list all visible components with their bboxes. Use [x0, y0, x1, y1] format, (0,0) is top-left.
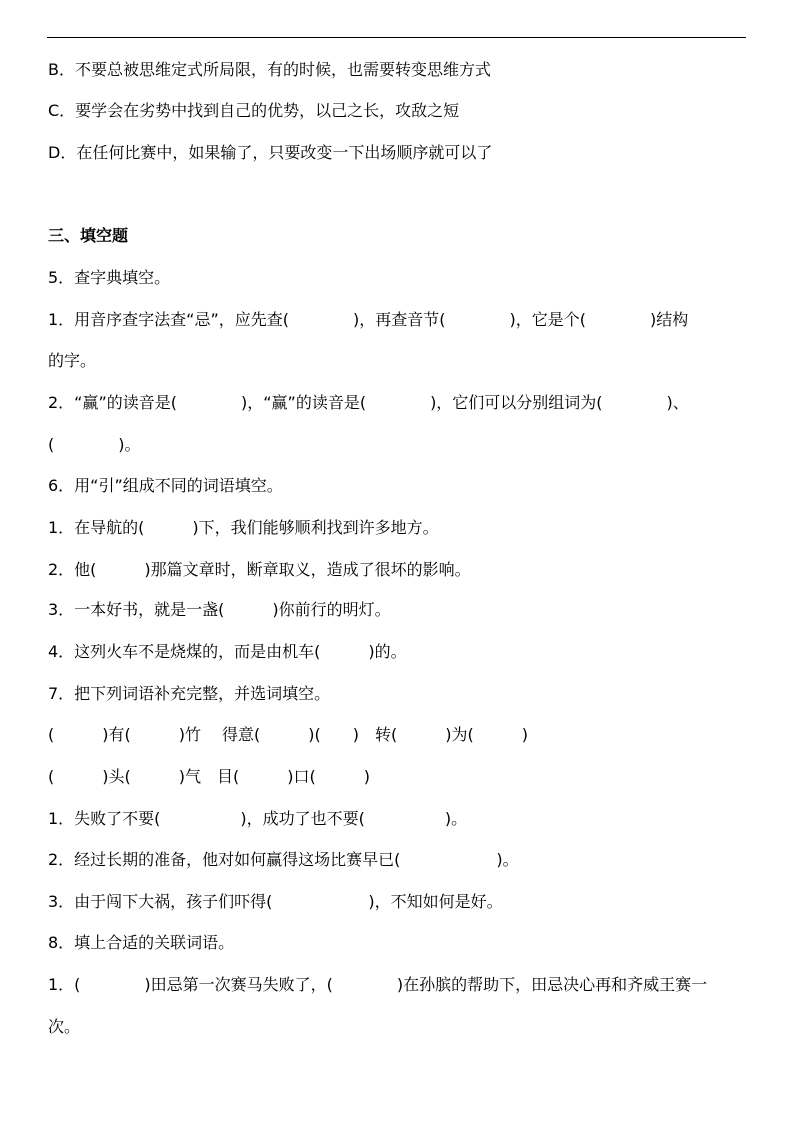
text-line: B．不要总被思维定式所局限，有的时候，也需要转变思维方式: [48, 60, 491, 79]
text-line: C．要学会在劣势中找到自己的优势，以己之长，攻敌之短: [48, 101, 460, 120]
header-rule: [47, 37, 746, 38]
text-line: 的字。: [48, 351, 97, 370]
text-line: 次。: [48, 1017, 81, 1036]
text-line: ( )。: [48, 435, 141, 454]
text-line: 2．经过长期的准备，他对如何赢得这场比赛早已( )。: [48, 850, 519, 869]
text-line: 2．“赢”的读音是( )，“赢”的读音是( )，它们可以分别组词为( )、: [48, 393, 689, 412]
text-line: 1．在导航的( )下，我们能够顺利找到许多地方。: [48, 518, 439, 537]
text-line: ( )有( )竹 得意( )( ) 转( )为( ): [48, 725, 528, 744]
text-line: ( )头( )气 目( )口( ): [48, 767, 370, 786]
text-line: 4．这列火车不是烧煤的，而是由机车( )的。: [48, 642, 407, 661]
text-line: 7．把下列词语补充完整，并选词填空。: [48, 684, 331, 703]
text-line: 1．( )田忌第一次赛马失败了，( )在孙膑的帮助下，田忌决心再和齐威王赛一: [48, 975, 708, 994]
text-line: 3．一本好书，就是一盏( )你前行的明灯。: [48, 600, 391, 619]
text-line: 6．用“引”组成不同的词语填空。: [48, 476, 283, 495]
text-line: D．在任何比赛中，如果输了，只要改变一下出场顺序就可以了: [48, 143, 493, 162]
text-line: 8．填上合适的关联词语。: [48, 933, 235, 952]
section-heading: 三、填空题: [48, 226, 129, 245]
text-line: 1．失败了不要( )，成功了也不要( )。: [48, 809, 468, 828]
text-line: 1．用音序查字法查“忌”，应先查( )，再查音节( )，它是个( )结构: [48, 310, 689, 329]
text-line: 2．他( )那篇文章时，断章取义，造成了很坏的影响。: [48, 560, 471, 579]
text-line: 5．查字典填空。: [48, 268, 171, 287]
text-line: 3．由于闯下大祸，孩子们吓得( )，不知如何是好。: [48, 892, 503, 911]
